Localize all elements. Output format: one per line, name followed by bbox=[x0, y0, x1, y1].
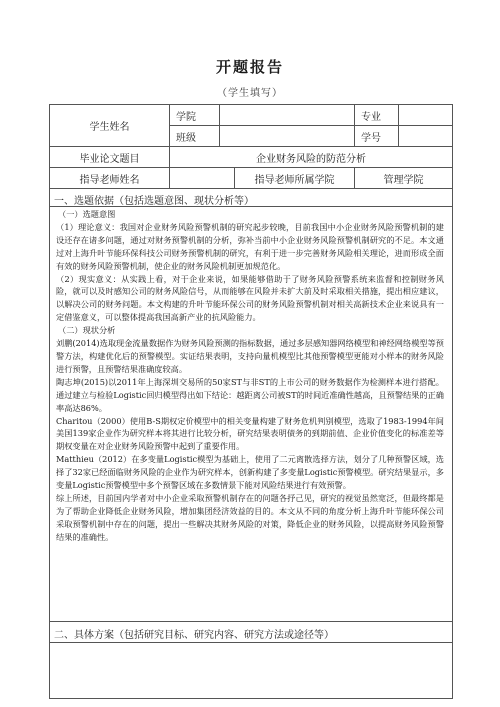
advisor-college-label: 指导老师所属学院 bbox=[235, 168, 355, 188]
page-title: 开题报告 bbox=[215, 58, 284, 76]
paragraph-charitou: Charitou（2000）使用B-S期权定价模型中的相关变量构建了财务危机判别模型，选取了1983-1994年间美国139家企业作为研究样本将其进行比较分析，研究结果表明债务的到期前值、企业价值变化的标准差等期权变量在对企业财务风险预警中起到了重要作用。 bbox=[56, 415, 444, 452]
thesis-title-value[interactable]: 企业财务风险的防范分析 bbox=[256, 153, 366, 165]
paragraph-matthieu: Matthieu（2012）在多变量Logistic模型为基础上，使用了二元离散选择方法，划分了几种预警区域，选择了32家已经面临财务风险的企业作为研究样本，创新构建了多变量Logistic预警模型。研究结果显示，多变量Logistic预警模型中多个预警区域在多数情景下能对风险结果进行有效预警。 bbox=[56, 454, 444, 491]
major-field[interactable] bbox=[399, 105, 452, 126]
major-label: 专业 bbox=[355, 105, 399, 126]
advisor-name-label: 指导老师姓名 bbox=[50, 168, 170, 188]
section1-divider bbox=[50, 206, 452, 207]
section2-content-area[interactable] bbox=[50, 643, 452, 697]
class-label: 班级 bbox=[170, 126, 220, 147]
paragraph-theory: （1）理论意义：我国对企业财务风险预警机制的研究起步较晚，目前我国中小企业财务风险预警机制的建设还存在诸多问题，通过对财务预警机制的分析，弥补当前中小企业财务风险预警机制研究的不足。本文通过对上海升叶节能环保科技公司财务预警机制的研究，有利于进一步完善财务风险相关理论，进而形成全面有效的财务风险预警机制，使企业的财务风险机制更加规范化。 bbox=[56, 221, 444, 271]
student-id-label: 学号 bbox=[355, 126, 399, 147]
section2-heading: 二、具体方案（包括研究目标、研究内容、研究方法或途径等） bbox=[54, 630, 334, 641]
paragraph-liu: 刘鹏(2014)选取现金流量数据作为财务风险预测的指标数据，通过多层感知器网络模型和神经网络模型等预警方法，构建优化后的预警模型。实证结果表明，支持向量机模型比其他预警模型更能对小样本的财务风险进行预警，且预警结果准确度较高。 bbox=[56, 338, 444, 374]
advisor-college-value[interactable]: 管理学院 bbox=[383, 174, 424, 186]
student-info-row bbox=[50, 105, 452, 147]
section-plan bbox=[50, 622, 452, 698]
paragraph-summary: 综上所述，目前国内学者对中小企业采取预警机制存在的问题各抒己见，研究的视觉虽然宽泛，但最终都是为了帮助企业降低企业财务风险，增加集团经济效益的目的。本文从不同的角度分析上海升叶节能环保公司采取预警机制中存在的问题，提出一些解决其财务风险的对策，降低企业的财务风险，以提高财务风险预警结果的准确性。 bbox=[56, 492, 444, 542]
paragraph-practice: （2）现实意义：从实践上看，对于企业来说，如果能够借助于了财务风险预警系统来监督和控制财务风险，就可以及时感知公司的财务风险信号，从而能够在风险并未扩大前及时采取相关措施，提出相应建议，以解决公司的财务问题。本文构建的升叶节能环保公司的财务风险预警机制对相关高新技术企业来说具有一定借鉴意义，可以整体提高我国高新产业的抗风险能力。 bbox=[56, 273, 444, 323]
advisor-row bbox=[50, 168, 452, 189]
student-id-field[interactable] bbox=[399, 126, 452, 147]
section1-subheading-intent: （一）选题意图 bbox=[58, 209, 116, 219]
proposal-form bbox=[49, 104, 453, 699]
page-subtitle: （学生填写） bbox=[217, 88, 283, 99]
paragraph-tao: 陶志坤(2015)以2011年上海深圳交易所的50家ST与非ST的上市公司的财务数据作为检测样本进行搭配。通过建立与检验Logistic回归模型得出如下结论：越距离公司被ST的时间近准确性越高，且预警结果的正确率高达86%。 bbox=[56, 376, 444, 413]
advisor-name-field[interactable] bbox=[170, 168, 235, 188]
student-name-label: 学生姓名 bbox=[50, 105, 170, 146]
class-field[interactable] bbox=[220, 126, 355, 147]
thesis-title-label: 毕业论文题目 bbox=[50, 147, 170, 167]
section1-subheading-status: （二）现状分析 bbox=[58, 325, 116, 336]
section-basis bbox=[50, 189, 452, 622]
college-label: 学院 bbox=[170, 105, 220, 126]
college-field[interactable] bbox=[220, 105, 355, 126]
thesis-title-row bbox=[50, 147, 452, 168]
section1-heading: 一、选题依据（包括选题意图、现状分析等） bbox=[54, 196, 254, 207]
section1-body bbox=[56, 208, 444, 544]
